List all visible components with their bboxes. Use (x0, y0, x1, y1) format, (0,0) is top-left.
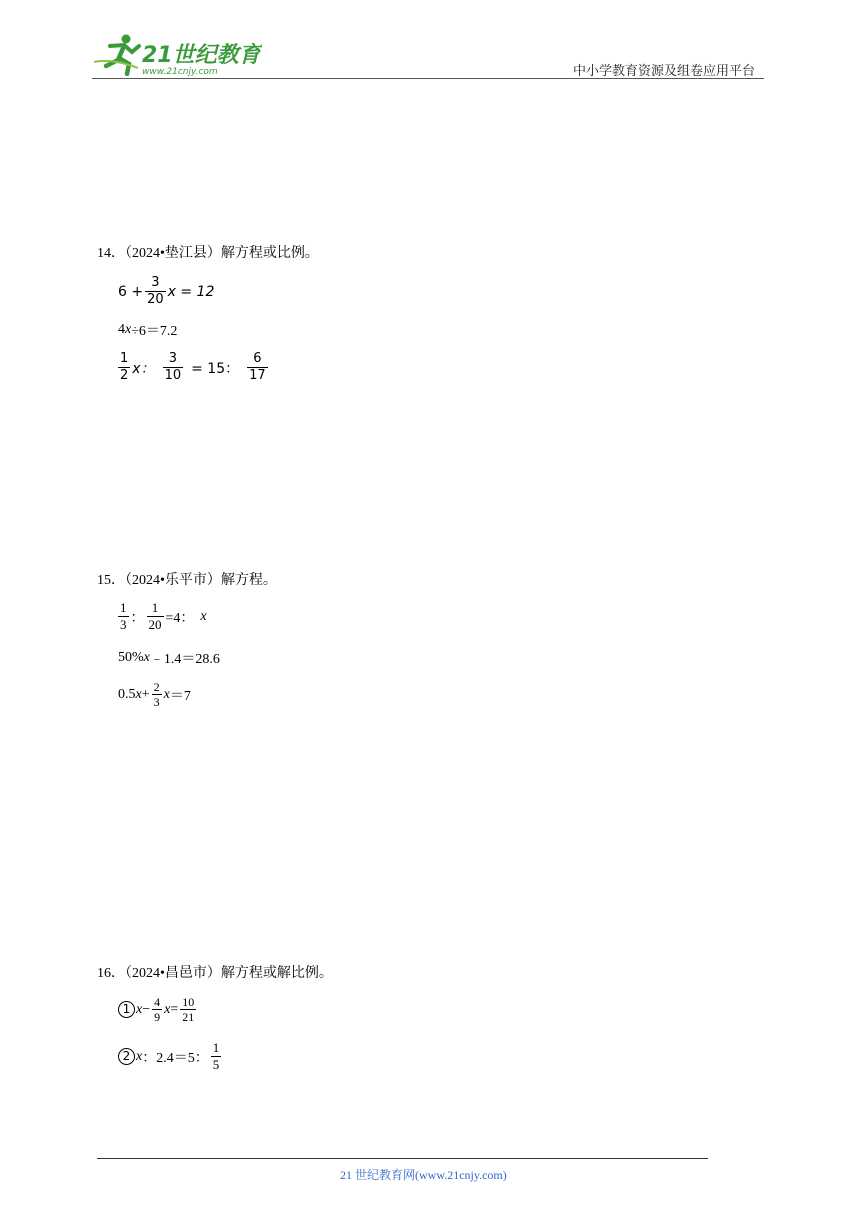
problem-15-equation-1: $\frac{1}{3}$ ： $\frac{1}{20}$ =4： x (120, 600, 207, 632)
site-name: 中小学教育资源及组卷应用平台 (573, 63, 756, 78)
footer-divider (97, 1158, 708, 1159)
problem-14-equation-3: $\frac{1}{2}$ x： $\frac{3}{10}$ = 15： $\frac{6}{17}$ (120, 351, 266, 383)
fraction: $\frac{3}{10}$ (164, 351, 182, 383)
problem-14-equation-1: 6 + $\frac{3}{20}$ x = 12 (118, 275, 215, 307)
problem-15-title: 15．（2024•乐平市）解方程。 (97, 573, 277, 588)
circled-number: 1 (118, 1001, 135, 1018)
fraction: $\frac{2}{3}$ (153, 680, 160, 709)
site-logo (92, 32, 262, 76)
problem-16-equation-2: 2 x ：2.4＝5： $\frac{1}{5}$ (118, 1041, 223, 1072)
problem-14-title: 14．（2024•垫江县）解方程或比例。 (97, 246, 319, 261)
fraction: $\frac{1}{3}$ (120, 600, 127, 632)
problem-16-equation-1: 1 x − $\frac{4}{9}$ x = $\frac{10}{21}$ (118, 996, 198, 1023)
footer-link[interactable]: 21 世纪教育网(www.21cnjy.com) (340, 1168, 507, 1182)
fraction: $\frac{6}{17}$ (249, 351, 266, 383)
fraction: $\frac{1}{2}$ (120, 351, 129, 383)
logo-url: www.21cnjy.com (142, 67, 218, 76)
fraction: $\frac{1}{5}$ (212, 1040, 220, 1072)
problem-16-title: 16．（2024•昌邑市）解方程或解比例。 (97, 966, 333, 981)
logo-text: 21世纪教育 (142, 43, 261, 68)
fraction: $\frac{4}{9}$ (154, 995, 161, 1024)
header-divider (92, 78, 764, 79)
fraction: $\frac{1}{20}$ (148, 600, 162, 632)
runner-icon (94, 35, 139, 75)
circled-number: 2 (118, 1048, 135, 1065)
problem-15-equation-2: 50% x ﹣1.4＝28.6 (118, 650, 220, 667)
problem-14-equation-2: 4 x ÷6＝7.2 (118, 322, 178, 339)
fraction: $\frac{10}{21}$ (182, 995, 195, 1024)
problem-15-equation-3: 0.5 x + $\frac{2}{3}$ x ＝7 (118, 680, 191, 709)
fraction: $\frac{3}{20}$ (147, 275, 164, 307)
